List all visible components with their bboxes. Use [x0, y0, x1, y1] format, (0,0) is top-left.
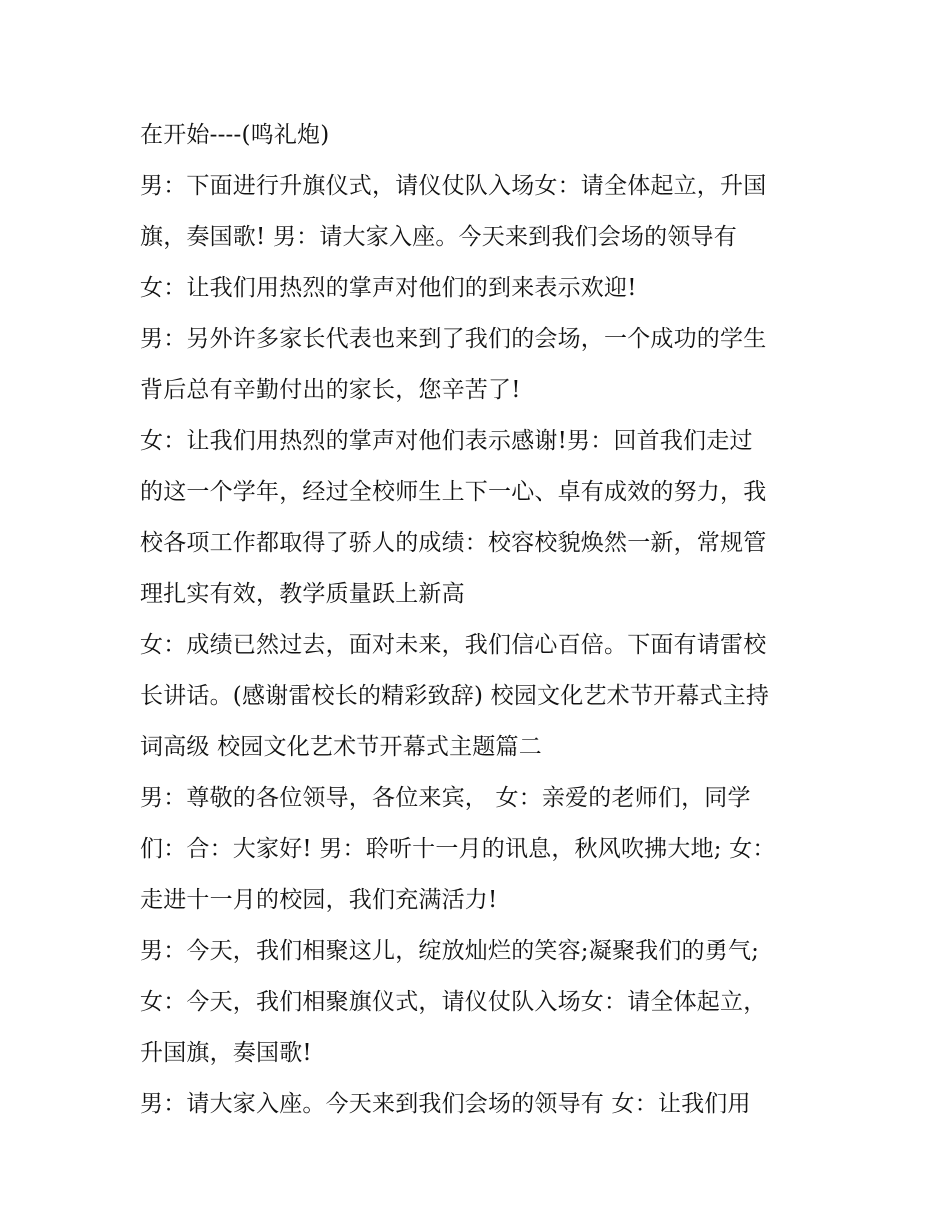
text-line: 女：今天，我们相聚旗仪式，请仪仗队入场女：请全体起立， — [140, 989, 767, 1015]
text-line: 在开始----(鸣礼炮) — [140, 122, 330, 148]
text-line: 男：今天，我们相聚这儿，绽放灿烂的笑容;凝聚我们的勇气; — [140, 938, 760, 964]
text-line: 女：成绩已然过去，面对未来，我们信心百倍。下面有请雷校 — [140, 632, 767, 658]
text-line: 男：下面进行升旗仪式，请仪仗队入场女：请全体起立，升国 — [140, 173, 767, 199]
text-line: 的这一个学年，经过全校师生上下一心、卓有成效的努力，我 — [140, 479, 767, 505]
text-line: 们：合：大家好! 男：聆听十一月的讯息，秋风吹拂大地; 女： — [140, 836, 776, 862]
text-line: 男：尊敬的各位领导，各位来宾， 女：亲爱的老师们，同学 — [140, 785, 751, 811]
text-line: 男：请大家入座。今天来到我们会场的领导有 女：让我们用 — [140, 1091, 751, 1117]
text-line: 升国旗，奏国歌! — [140, 1040, 312, 1066]
text-line: 走进十一月的校园，我们充满活力! — [140, 887, 498, 913]
text-line: 女：让我们用热烈的掌声对他们表示感谢!男：回首我们走过 — [140, 428, 753, 454]
text-line: 背后总有辛勤付出的家长，您辛苦了! — [140, 377, 521, 403]
text-line: 理扎实有效，教学质量跃上新高 — [140, 581, 465, 607]
document-text-body — [140, 110, 830, 1130]
text-line: 长讲话。(感谢雷校长的精彩致辞) 校园文化艺术节开幕式主持 — [140, 683, 770, 709]
text-line: 词高级 校园文化艺术节开幕式主题篇二 — [140, 734, 542, 760]
text-line: 男：另外许多家长代表也来到了我们的会场，一个成功的学生 — [140, 326, 767, 352]
text-line: 旗，奏国歌! 男：请大家入座。今天来到我们会场的领导有 — [140, 224, 737, 250]
text-line: 女：让我们用热烈的掌声对他们的到来表示欢迎! — [140, 275, 637, 301]
text-line: 校各项工作都取得了骄人的成绩：校容校貌焕然一新，常规管 — [140, 530, 767, 556]
